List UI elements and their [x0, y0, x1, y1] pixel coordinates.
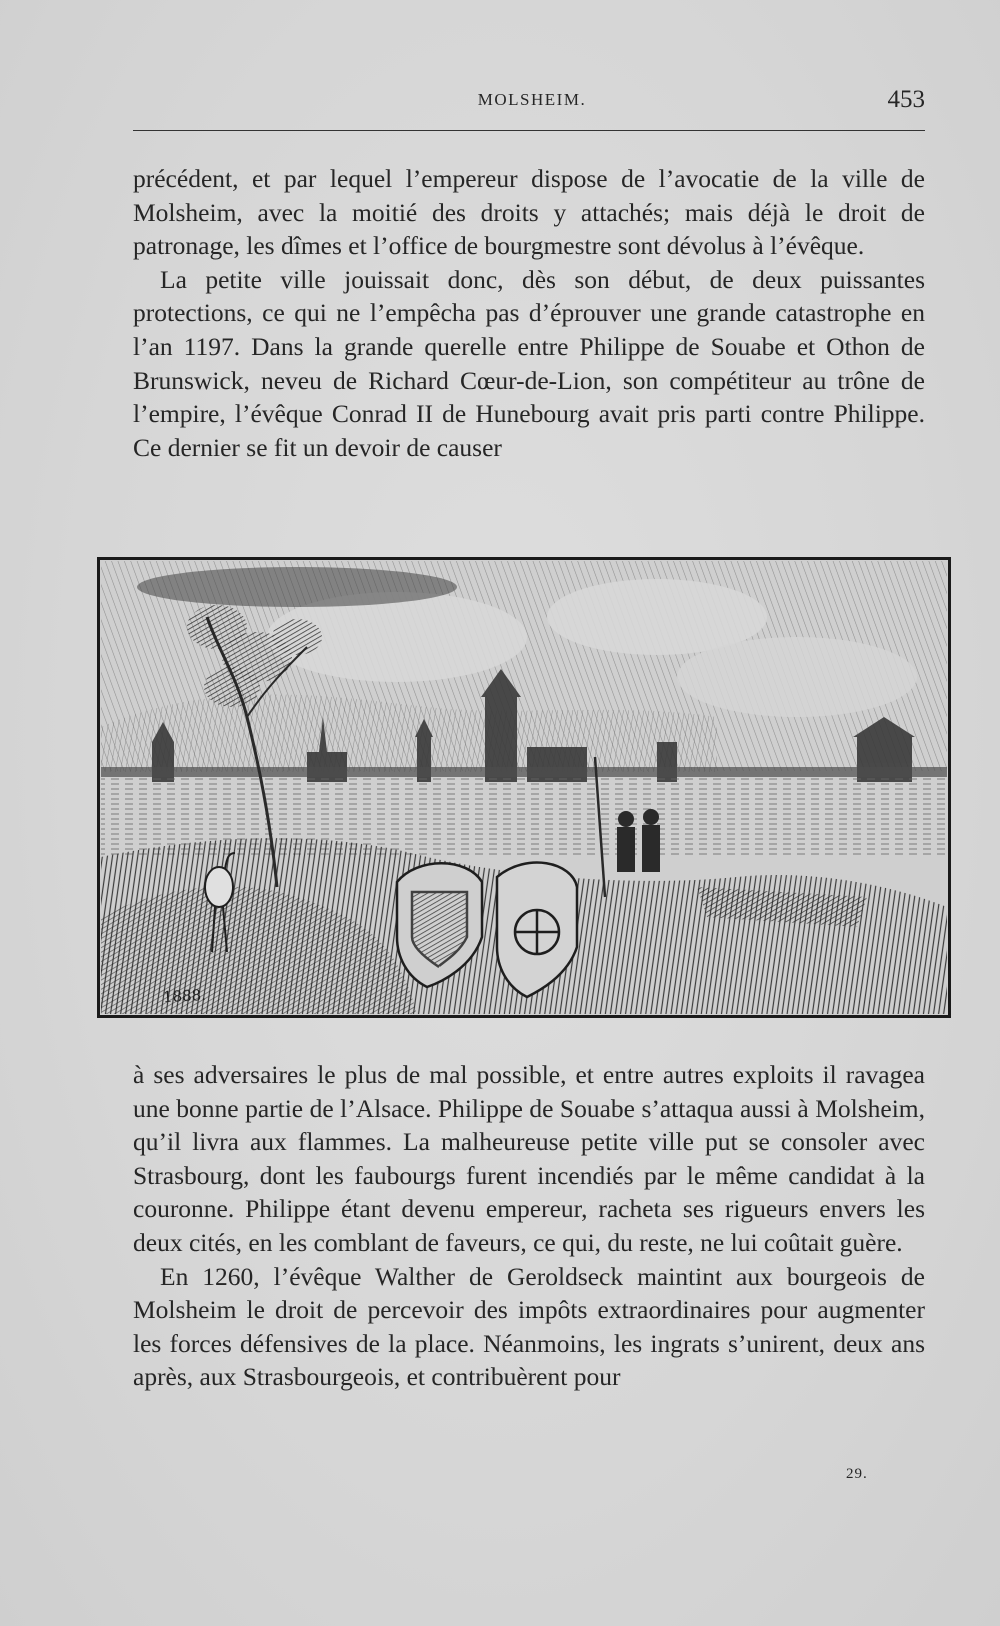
- signature-mark: 29.: [846, 1466, 868, 1482]
- running-title: MOLSHEIM.: [477, 90, 587, 109]
- page-number: 453: [887, 86, 925, 113]
- paragraph: précédent, et par lequel l’empereur dispose de l’avocatie de la ville de Molsheim, avec la moitié des droits y attachés; mais déjà le droit de patronage, les dîmes et l’office de bourgmestre sont dévolus à l’évêque.: [133, 164, 925, 261]
- engraving-illustration: [97, 557, 951, 1018]
- paragraph: La petite ville jouissait donc, dès son début, de deux puissantes protections, ce qui ne l’empêcha pas d’éprouver une grande catastrophe en l’an 1197. Dans la grande querelle entre Philippe de Souabe et Othon de Brunswick, neveu de Richard Cœur-de-Lion, son compétiteur au trône de l’empire, l’évêque Conrad II de Hunebourg avait pris parti contre Philippe. Ce dernier se fit un devoir de causer: [133, 264, 925, 462]
- engraving-view-of-molsheim-icon: [97, 557, 951, 1018]
- page-header: [133, 84, 925, 120]
- header-rule: [133, 130, 925, 131]
- bottom-text-block: [133, 1058, 925, 1394]
- top-text-block: [133, 162, 925, 464]
- paragraph: En 1260, l’évêque Walther de Geroldseck maintint aux bourgeois de Molsheim le droit de percevoir des impôts extraordinaires pour augmenter les forces défensives de la place. Néanmoins, les ingrats s’unirent, deux ans après, aux Strasbourgeois, et contribuèrent pour: [133, 1261, 925, 1392]
- artist-signature: 1888.: [162, 985, 207, 1007]
- paragraph: à ses adversaires le plus de mal possible, et entre autres exploits il ravagea une bonne partie de l’Alsace. Philippe de Souabe s’attaqua aussi à Molsheim, qu’il livra aux flammes. La malheureuse petite ville put se consoler avec Strasbourg, dont les faubourgs furent incendiés par le même candidat à la couronne. Philippe étant devenu empereur, racheta ses rigueurs envers les deux cités, en les comblant de faveurs, ce qui, du reste, ne lui coûtait guère.: [133, 1060, 925, 1257]
